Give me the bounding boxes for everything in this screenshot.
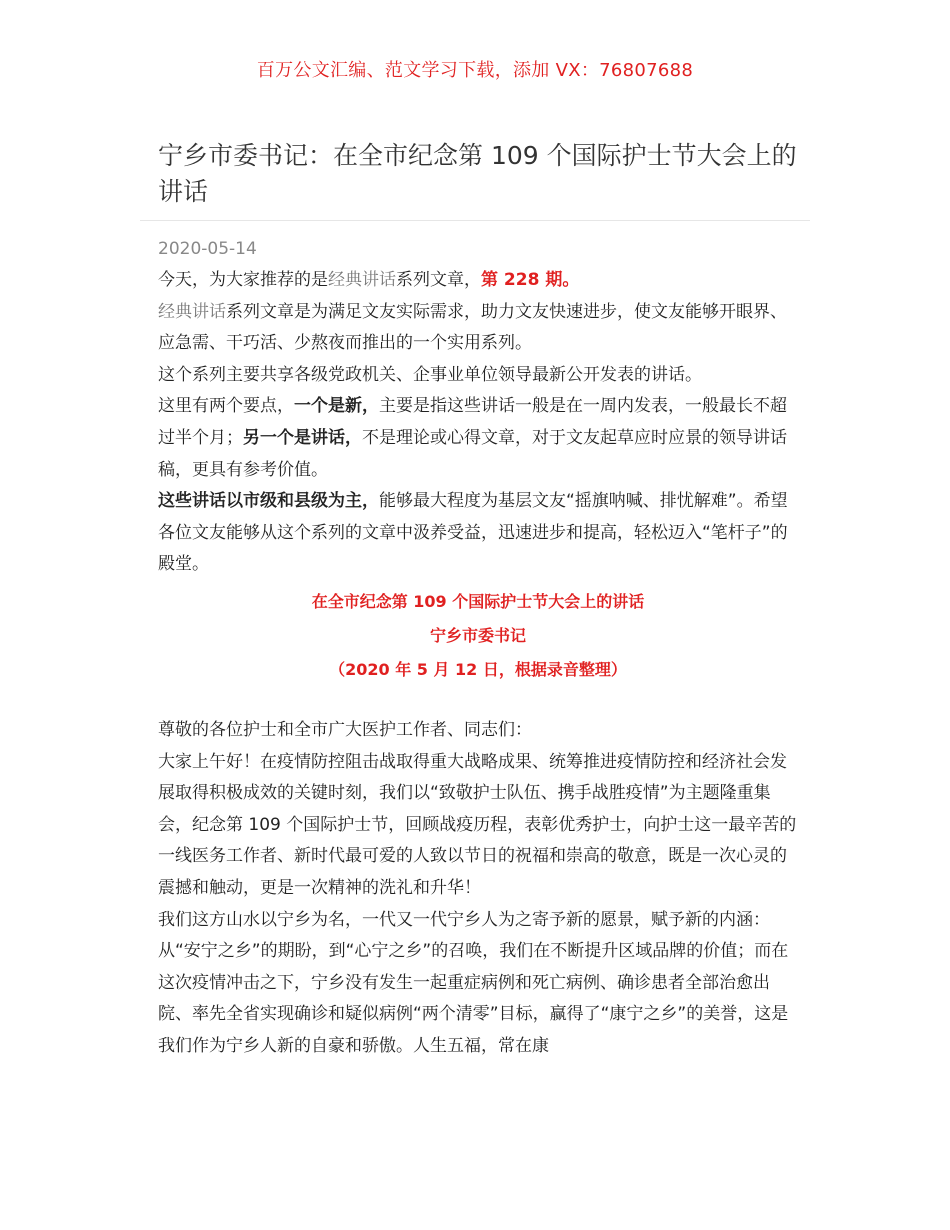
publish-date: 2020-05-14 [158,239,257,259]
series-name: 经典讲话 [328,270,396,290]
intro-paragraph-4 [158,391,798,486]
promo-banner: 百万公文汇编、范文学习下载，添加 VX：76807688 [256,60,694,81]
intro-text: 不是理论或心得文章，对于文友起草应时应景的领导讲话稿，更具有参考价值。 [158,427,787,480]
key-point-speech: 另一个是讲话， [243,427,362,448]
key-point-new: 一个是新， [294,396,379,417]
speech-paragraph-1: 大家上午好！在疫情防控阻击战取得重大战略成果、统筹推进疫情防控和经济社会发展取得积极成效的关键时刻，我们以“致敬护士队伍、携手战胜疫情”为主题隆重集会，纪念第 109 个国际护士节，回顾战疫历程，表彰优秀护士，向护士这一最辛苦的一线医务工作者、新时代最可爱的人致以节日的祝福和崇高的敬意，既是一次心灵的震撼和触动，更是一次精神的洗礼和升华！ [158,751,797,898]
intro-text: 这里有两个要点， [158,396,294,417]
speech-salutation: 尊敬的各位护士和全市广大医护工作者、同志们： [158,719,532,740]
intro-text: 今天，为大家推荐的是 [158,270,328,290]
speech-note: （2020 年 5 月 12 日，根据录音整理） [329,659,627,679]
speech-paragraph-2: 我们这方山水以宁乡为名，一代又一代宁乡人为之寄予新的愿景，赋予新的内涵：从“安宁之乡”的期盼，到“心宁之乡”的召唤，我们在不断提升区域品牌的价值；而在这次疫情冲击之下，宁乡没有发生一起重症病例和死亡病例、确诊患者全部治愈出院、率先全省实现确诊和疑似病例“两个清零”目标，赢得了“康宁之乡”的美誉，这是我们作为宁乡人新的自豪和骄傲。人生五福，常在康 [158,909,789,1056]
article-body [158,265,798,1062]
intro-text: 系列文章， [396,270,481,290]
speech-speaker: 宁乡市委书记 [429,625,526,645]
intro-text: 主要是指这些讲话一般是在一周内发表，一般最长不超过半个月； [158,396,787,448]
title-divider [140,220,810,221]
key-point-level: 这些讲话以市级和县级为主， [158,491,379,512]
intro-text: 能够最大程度为基层文友“摇旗呐喊、排忧解难”。希望各位文友能够从这个系列的文章中汲养受益，迅速进步和提高，轻松迈入“笔杆子”的殿堂。 [158,491,788,575]
intro-paragraph-5 [158,486,798,581]
intro-paragraph-3: 这个系列主要共享各级党政机关、企事业单位领导最新公开发表的讲话。 [158,364,702,385]
article-title: 宁乡市委书记：在全市纪念第 109 个国际护士节大会上的讲话 [158,141,797,206]
intro-paragraph-1 [158,265,798,297]
intro-paragraph-2 [158,297,798,360]
section-spacer [158,687,798,715]
intro-text: 系列文章是为满足文友实际需求，助力文友快速进步，使文友能够开眼界、应急需、干巧活、少熬夜而推出的一个实用系列。 [158,301,787,354]
series-name: 经典讲话 [158,301,226,322]
issue-number: 第 228 期。 [481,270,580,290]
speech-heading: 在全市纪念第 109 个国际护士节大会上的讲话 [311,591,645,611]
